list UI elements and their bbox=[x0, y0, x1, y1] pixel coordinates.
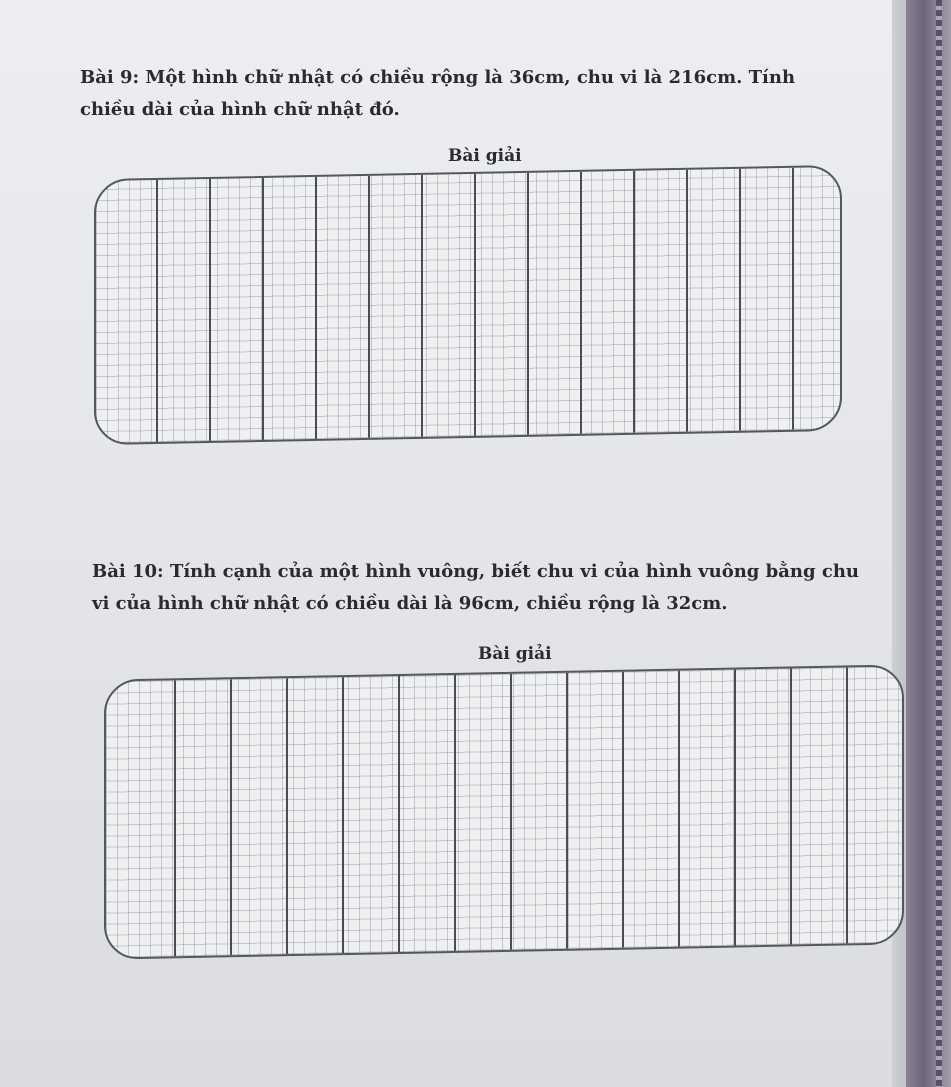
exercise-9-solution-heading: Bài giải bbox=[448, 146, 522, 166]
grid-bold-line bbox=[633, 171, 635, 433]
grid-bold-line bbox=[678, 671, 680, 947]
grid-bold-line bbox=[398, 676, 400, 952]
exercise-9-text: Bài 9: Một hình chữ nhật có chiều rộng là 36cm, chu vi là 216cm. Tính chiều dài của hình chữ nhật đó. bbox=[80, 67, 796, 120]
grid-bold-line bbox=[527, 173, 529, 435]
grid-bold-line bbox=[474, 174, 476, 436]
grid-bold-line bbox=[262, 178, 264, 440]
grid-bold-line bbox=[622, 672, 624, 948]
exercise-9-answer-grid[interactable] bbox=[94, 165, 842, 445]
grid-bold-line bbox=[156, 180, 158, 442]
grid-bold-line bbox=[421, 175, 423, 437]
grid-bold-line bbox=[580, 172, 582, 434]
grid-bold-line bbox=[174, 680, 176, 956]
exercise-10-text: Bài 10: Tính cạnh của một hình vuông, biết chu vi của hình vuông bằng chu vi của hình chữ nhật có chiều dài là 96cm, chiều rộng là 32cm. bbox=[92, 561, 859, 614]
grid-bold-line bbox=[510, 674, 512, 950]
grid-bold-line bbox=[368, 176, 370, 438]
grid-bold-line bbox=[230, 679, 232, 955]
exercise-10-answer-grid[interactable] bbox=[104, 664, 904, 959]
grid-bold-line bbox=[734, 670, 736, 946]
grid-bold-line bbox=[790, 668, 792, 944]
grid-bold-line bbox=[566, 673, 568, 949]
grid-bold-line bbox=[792, 168, 794, 430]
binder-stitching bbox=[936, 0, 942, 1087]
grid-bold-line bbox=[686, 170, 688, 432]
grid-bold-line bbox=[342, 677, 344, 953]
grid-bold-line bbox=[286, 678, 288, 954]
grid-bold-line bbox=[846, 667, 848, 943]
exercise-10-solution-heading: Bài giải bbox=[478, 644, 552, 664]
grid-bold-line bbox=[315, 177, 317, 439]
grid-bold-line bbox=[209, 179, 211, 441]
grid-bold-line bbox=[454, 675, 456, 951]
grid-bold-line bbox=[739, 169, 741, 431]
binder-cover bbox=[906, 0, 951, 1087]
